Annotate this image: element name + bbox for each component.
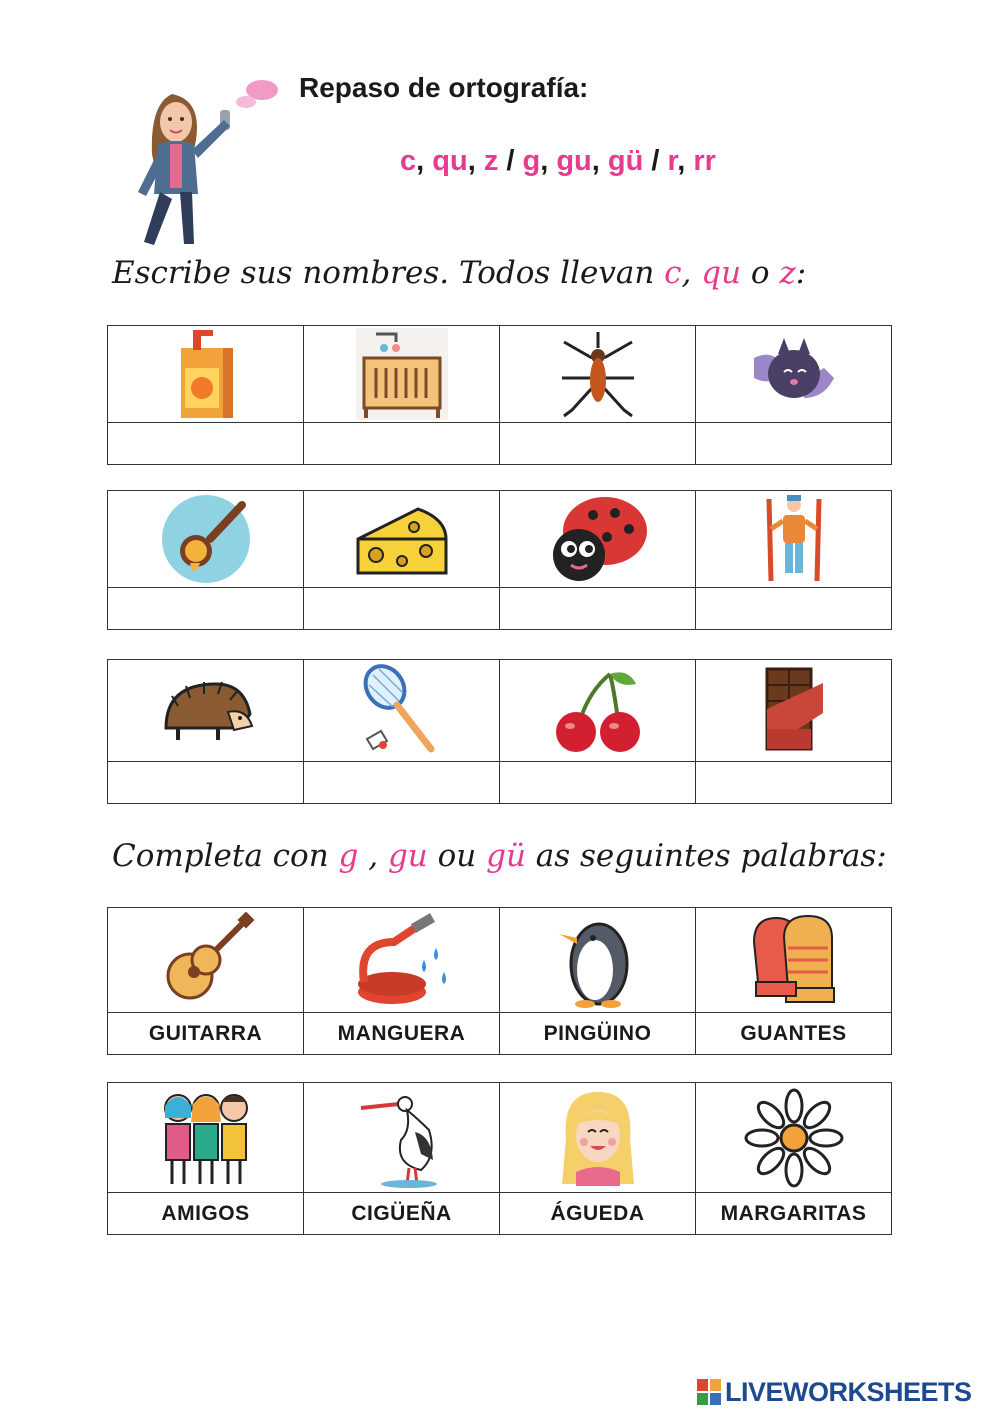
juice-box-icon	[171, 328, 241, 420]
chocolate-icon	[759, 665, 829, 757]
word-cell: AMIGOS	[108, 1193, 304, 1235]
skier-icon	[759, 493, 829, 585]
ladybug-icon	[543, 493, 653, 585]
word-cell: PINGÜINO	[500, 1013, 696, 1055]
picture-cell	[696, 1083, 892, 1193]
picture-cell	[696, 660, 892, 762]
answer-cell[interactable]	[500, 762, 696, 804]
picture-cell	[500, 908, 696, 1013]
picture-cell	[108, 491, 304, 588]
answer-cell[interactable]	[108, 588, 304, 630]
instruction-complete: Completa con g , gu ou gü as seguintes palabras:	[112, 838, 887, 874]
picture-cell	[696, 326, 892, 423]
bat-icon	[744, 328, 844, 420]
picture-cell	[696, 908, 892, 1013]
answer-cell[interactable]	[108, 423, 304, 465]
cherries-icon	[550, 666, 646, 756]
spoon-icon	[160, 493, 252, 585]
gloves-icon	[744, 912, 844, 1008]
answer-cell[interactable]	[304, 423, 500, 465]
stork-icon	[359, 1088, 445, 1188]
instruction-write-names: Escribe sus nombres. Todos llevan c, qu o z:	[112, 255, 807, 291]
racket-icon	[359, 663, 445, 759]
word-cell: GUITARRA	[108, 1013, 304, 1055]
answer-cell[interactable]	[108, 762, 304, 804]
daisy-icon	[744, 1088, 844, 1188]
answer-cell[interactable]	[696, 588, 892, 630]
names-table-row-3	[107, 659, 892, 804]
picture-cell	[108, 326, 304, 423]
picture-cell	[304, 326, 500, 423]
word-cell: CIGÜEÑA	[304, 1193, 500, 1235]
word-cell: GUANTES	[696, 1013, 892, 1055]
letters-subtitle: c, qu, z / g, gu, gü / r, rr	[400, 145, 716, 177]
friends-icon	[158, 1088, 254, 1188]
footer-brand: LIVEWORKSHEETS	[725, 1376, 972, 1407]
picture-cell	[500, 491, 696, 588]
picture-cell	[108, 908, 304, 1013]
avatar-illustration	[122, 72, 282, 252]
word-cell: MANGUERA	[304, 1013, 500, 1055]
answer-cell[interactable]	[500, 588, 696, 630]
picture-cell	[304, 1083, 500, 1193]
picture-cell	[304, 908, 500, 1013]
liveworksheets-footer[interactable]	[697, 1377, 972, 1407]
girl-icon	[558, 1088, 638, 1188]
picture-cell	[304, 491, 500, 588]
picture-cell	[696, 491, 892, 588]
answer-cell[interactable]	[500, 423, 696, 465]
guitar-icon	[156, 912, 256, 1008]
answer-cell[interactable]	[304, 762, 500, 804]
picture-cell	[500, 660, 696, 762]
mosquito-icon	[552, 328, 644, 420]
names-table-row-1	[107, 325, 892, 465]
picture-cell	[108, 660, 304, 762]
page-title: Repaso de ortografía:	[299, 72, 589, 103]
answer-cell[interactable]	[696, 423, 892, 465]
answer-cell[interactable]	[696, 762, 892, 804]
answer-cell[interactable]	[304, 588, 500, 630]
word-cell: MARGARITAS	[696, 1193, 892, 1235]
words-table-row-1	[107, 907, 892, 1055]
cheese-icon	[354, 499, 450, 579]
names-table-row-2	[107, 490, 892, 630]
word-cell: ÁGUEDA	[500, 1193, 696, 1235]
picture-cell	[500, 326, 696, 423]
picture-cell	[304, 660, 500, 762]
penguin-icon	[555, 912, 641, 1008]
crib-icon	[356, 328, 448, 420]
liveworksheets-logo-icon	[697, 1379, 721, 1405]
hose-icon	[352, 912, 452, 1008]
hedgehog-icon	[158, 676, 254, 746]
picture-cell	[500, 1083, 696, 1193]
picture-cell	[108, 1083, 304, 1193]
words-table-row-2	[107, 1082, 892, 1235]
